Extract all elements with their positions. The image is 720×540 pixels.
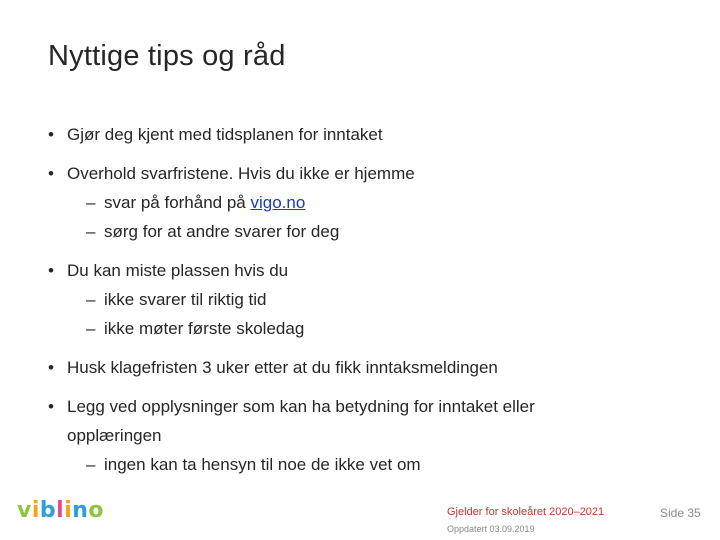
bullet-icon: • <box>48 125 54 144</box>
footer-updated: Oppdatert 03.09.2019 <box>447 524 535 534</box>
sub-text: sørg for at andre svarer for deg <box>104 222 340 241</box>
viblino-logo <box>17 498 104 523</box>
bullet-text: Overhold svarfristene. Hvis du ikke er hjemme <box>67 164 415 183</box>
bullet-icon: • <box>48 261 54 280</box>
dash-icon: – <box>86 455 96 474</box>
logo-letter: i <box>31 498 40 523</box>
logo-letter: b <box>39 498 57 523</box>
bullet-text: Du kan miste plassen hvis du <box>67 261 289 280</box>
bullet-item <box>48 120 688 149</box>
sub-item <box>48 450 627 479</box>
logo-letter: o <box>88 498 105 523</box>
bullet-icon: • <box>48 358 54 377</box>
logo-letter: v <box>17 498 32 523</box>
page-title: Nyttige tips og råd <box>48 40 286 72</box>
sub-item <box>48 217 688 246</box>
sub-text: ikke svarer til riktig tid <box>104 290 267 309</box>
sub-text: ikke møter første skoledag <box>104 319 305 338</box>
sub-text: svar på forhånd på <box>104 193 251 212</box>
bullet-item <box>48 392 627 479</box>
bullet-item <box>48 256 688 343</box>
bullet-icon: • <box>48 164 54 183</box>
sub-item <box>48 314 688 343</box>
logo-letter: i <box>64 498 73 523</box>
sub-item <box>48 188 688 217</box>
bullet-item <box>48 159 688 246</box>
vigo-link[interactable]: vigo.no <box>250 193 306 212</box>
bullet-text: Gjør deg kjent med tidsplanen for inntaket <box>67 125 383 144</box>
bullet-item <box>48 353 688 382</box>
bullet-list <box>48 120 688 489</box>
dash-icon: – <box>86 193 96 212</box>
logo-letter: n <box>72 498 89 523</box>
dash-icon: – <box>86 319 96 338</box>
bullet-icon: • <box>48 397 54 416</box>
sub-text: ingen kan ta hensyn til noe de ikke vet om <box>104 455 421 474</box>
bullet-text: Husk klagefristen 3 uker etter at du fikk inntaksmeldingen <box>67 358 498 377</box>
page-number: Side 35 <box>660 506 701 520</box>
dash-icon: – <box>86 222 96 241</box>
dash-icon: – <box>86 290 96 309</box>
bullet-text: Legg ved opplysninger som kan ha betydning for inntaket eller opplæringen <box>67 397 535 445</box>
footer-note: Gjelder for skoleåret 2020–2021 <box>447 506 605 518</box>
logo-letter: l <box>56 498 65 523</box>
sub-item <box>48 285 688 314</box>
